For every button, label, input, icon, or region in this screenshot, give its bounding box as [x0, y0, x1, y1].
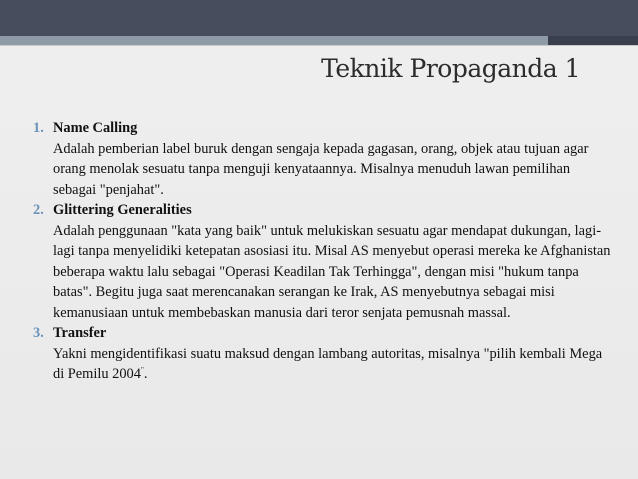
item-body	[53, 118, 613, 200]
closing-period: .	[143, 366, 148, 382]
item-number: 1.	[33, 120, 44, 136]
closing-quote-mark: "	[140, 366, 144, 375]
item-description: Adalah penggunaan "kata yang baik" untuk melukiskan sesuatu agar mendapat dukungan, lagi-lagi tanpa menyelidiki ketepatan asosiasi itu. Misal AS menyebut operasi mereka ke Afghanistan beberapa waktu lalu sebagai "Operasi Keadilan Tak Terhingga", dengan misi "hukum tanpa batas". Begitu juga saat merencanakan serangan ke Irak, AS menyebutnya sebagai misi kemanusiaan untuk membebaskan manusia dari teror senjata pemusnah massal.	[53, 222, 611, 321]
content-list	[33, 118, 613, 385]
item-description	[53, 344, 613, 385]
accent-bar	[0, 36, 638, 45]
item-description-text: Yakni mengidentifikasi suatu maksud dengan lambang autoritas, misalnya "pilih kembali Mega di Pemilu 2004	[53, 345, 603, 382]
item-number: 2.	[33, 202, 44, 218]
item-body	[53, 323, 613, 385]
slide-title: Teknik Propaganda 1	[321, 54, 580, 83]
item-heading: Glittering Generalities	[53, 202, 192, 218]
item-heading: Name Calling	[53, 120, 138, 136]
list-item-name-calling	[33, 118, 613, 200]
item-number: 3.	[33, 325, 44, 341]
list-item-transfer	[33, 323, 613, 385]
top-bar	[0, 0, 638, 36]
divider	[0, 45, 638, 46]
item-body	[53, 200, 613, 323]
item-heading: Transfer	[53, 325, 107, 341]
list-item-glittering-generalities	[33, 200, 613, 323]
item-description: Adalah pemberian label buruk dengan sengaja kepada gagasan, orang, objek atau tujuan agar orang menolak sesuatu tanpa menguji kenyataannya. Misalnya menuduh lawan pemilihan sebagai "penjahat".	[53, 140, 589, 198]
